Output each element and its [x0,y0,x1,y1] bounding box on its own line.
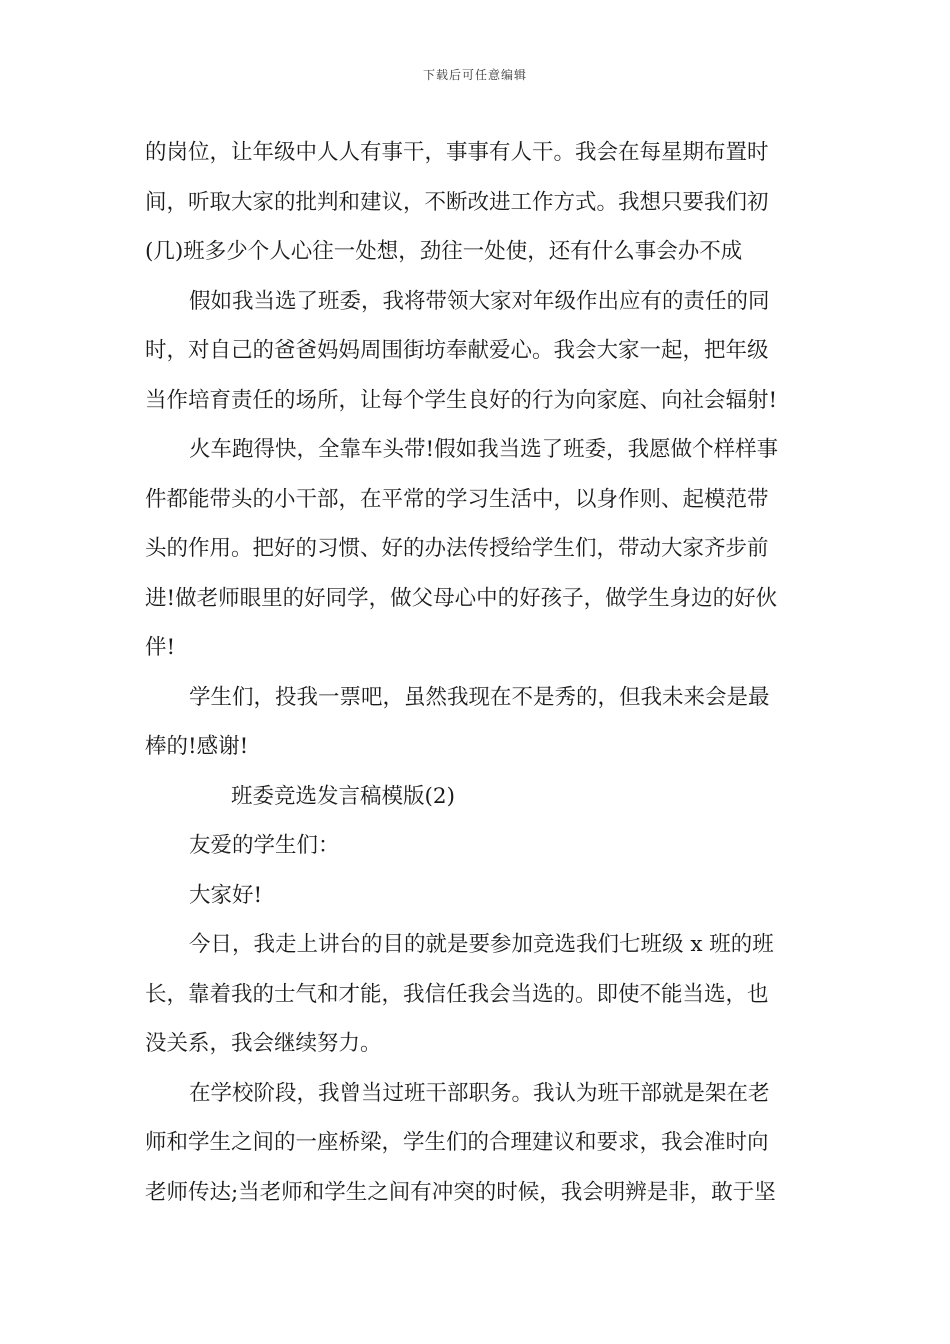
text-line: 间，听取大家的批判和建议，不断改进工作方式。我想只要我们初 [145,189,769,215]
text-line: 师和学生之间的一座桥梁，学生们的合理建议和要求，我会准时向 [145,1130,769,1155]
text-line: 的岗位，让年级中人人有事干，事事有人干。我会在每星期布置时 [145,140,769,165]
text-line: 伴! [145,635,176,660]
paragraph-start-line: 今日，我走上讲台的目的就是要参加竞选我们七班级 x 班的班 [189,932,774,957]
text-line: 件都能带头的小干部，在平常的学习生活中，以身作则、起模范带 [145,486,769,512]
text-line: 时，对自己的爸爸妈妈周围街坊奉献爱心。我会大家一起，把年级 [145,338,769,363]
greeting-line: 大家好! [189,882,263,908]
section-title: 班委竞选发言稿模版(2) [231,783,455,809]
text-line: 棒的!感谢! [145,734,249,759]
paragraph-start-line: 在学校阶段，我曾当过班干部职务。我认为班干部就是架在老 [189,1080,770,1106]
salutation-line: 友爱的学生们： [189,833,340,858]
document-body [145,128,805,1217]
paragraph-start-line: 假如我当选了班委，我将带领大家对年级作出应有的责任的同 [189,288,770,314]
header-note: 下载后可任意编辑 [422,68,527,82]
text-line: 进!做老师眼里的好同学，做父母心中的好孩子，做学生身边的好伙 [145,585,778,611]
text-line: 没关系，我会继续努力。 [145,1031,382,1056]
text-line: 长，靠着我的士气和才能，我信任我会当选的。即使不能当选，也 [145,981,769,1007]
text-line: 头的作用。把好的习惯、好的办法传授给学生们，带动大家齐步前 [145,536,769,561]
text-line: (几)班多少个人心往一处想，劲往一处使，还有什么事会办不成 [145,239,743,264]
paragraph-start-line: 学生们，投我一票吧，虽然我现在不是秀的，但我未来会是最 [189,684,770,710]
paragraph-start-line: 火车跑得快，全靠车头带!假如我当选了班委，我愿做个样样事 [189,437,779,462]
text-line: 当作培育责任的场所，让每个学生良好的行为向家庭、向社会辐射! [145,387,778,413]
text-line: 老师传达;当老师和学生之间有冲突的时候，我会明辨是非，敢于坚 [145,1179,776,1205]
